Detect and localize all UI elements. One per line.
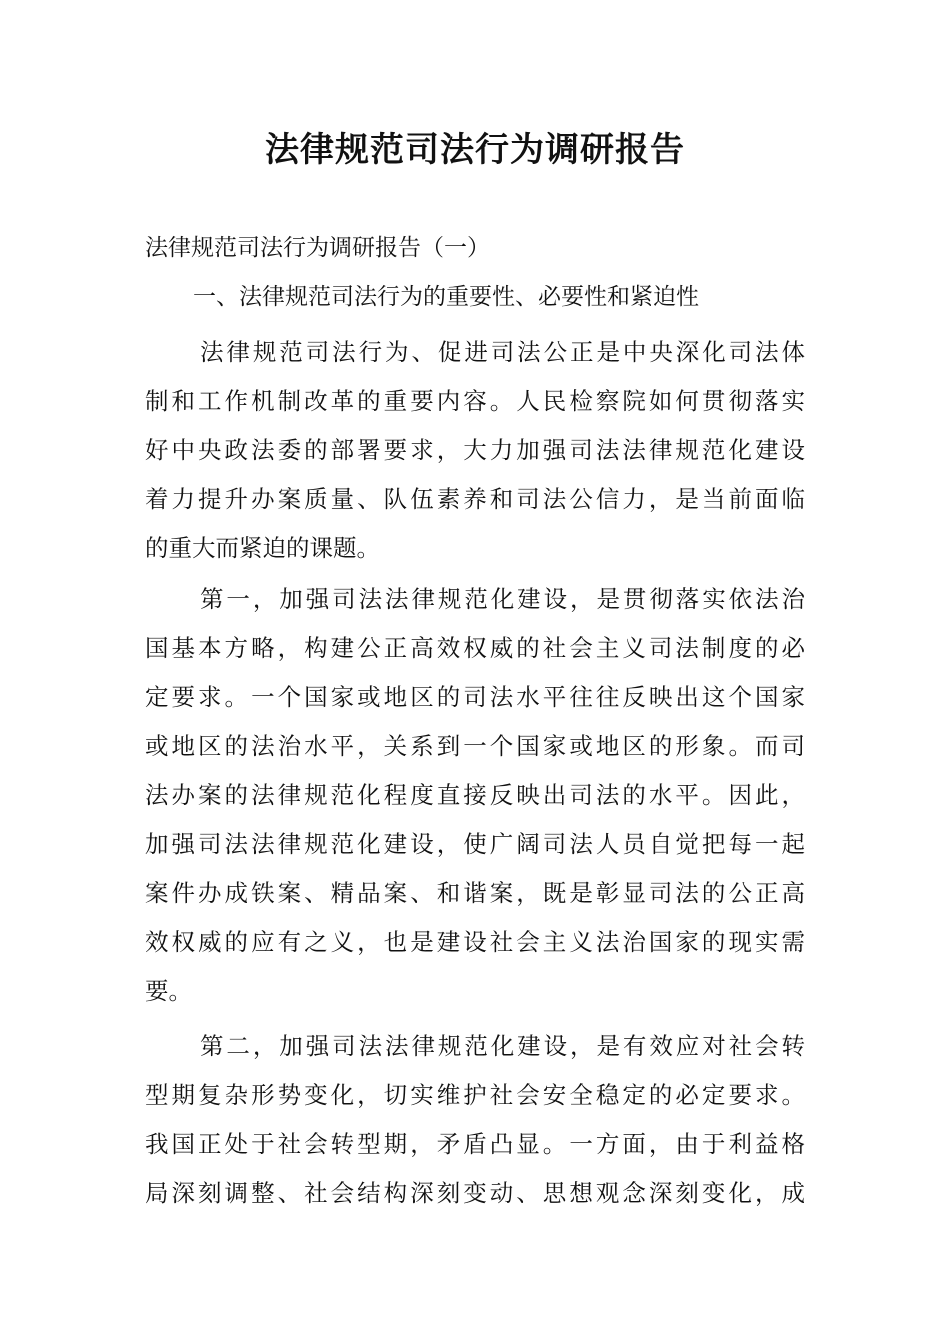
paragraph-line: 我国正处于社会转型期，矛盾凸显。一方面，由于利益格 bbox=[145, 1130, 805, 1158]
paragraph-line: 的重大而紧迫的课题。 bbox=[145, 534, 380, 562]
paragraph-2 bbox=[145, 575, 805, 1016]
paragraph-line: 案件办成铁案、精品案、和谐案，既是彰显司法的公正高 bbox=[145, 879, 805, 907]
paragraph-line: 效权威的应有之义，也是建设社会主义法治国家的现实需 bbox=[145, 928, 805, 956]
paragraph-line: 法办案的法律规范化程度直接反映出司法的水平。因此， bbox=[145, 781, 805, 809]
paragraph-line: 局深刻调整、社会结构深刻变动、思想观念深刻变化，成 bbox=[145, 1179, 805, 1207]
paragraph-line: 国基本方略，构建公正高效权威的社会主义司法制度的必 bbox=[145, 634, 805, 662]
paragraph-line: 好中央政法委的部署要求，大力加强司法法律规范化建设 bbox=[145, 436, 805, 464]
document-title: 法律规范司法行为调研报告 bbox=[265, 130, 685, 170]
paragraph-line: 制和工作机制改革的重要内容。人民检察院如何贯彻落实 bbox=[145, 387, 805, 415]
paragraph-line: 加强司法法律规范化建设，使广阔司法人员自觉把每一起 bbox=[145, 830, 805, 858]
paragraph-line: 型期复杂形势变化，切实维护社会安全稳定的必定要求。 bbox=[145, 1081, 805, 1109]
paragraph-line: 第二，加强司法法律规范化建设，是有效应对社会转 bbox=[200, 1032, 805, 1060]
paragraph-line: 定要求。一个国家或地区的司法水平往往反映出这个国家 bbox=[145, 683, 805, 711]
paragraph-line: 要。 bbox=[145, 977, 192, 1005]
section-heading: 一、法律规范司法行为的重要性、必要性和紧迫性 bbox=[193, 284, 699, 310]
paragraph-1 bbox=[145, 328, 805, 573]
paragraph-line: 法律规范司法行为、促进司法公正是中央深化司法体 bbox=[200, 338, 805, 366]
paragraph-line: 第一，加强司法法律规范化建设，是贯彻落实依法治 bbox=[200, 585, 805, 613]
paragraph-line: 着力提升办案质量、队伍素养和司法公信力，是当前面临 bbox=[145, 485, 805, 513]
paragraph-3 bbox=[145, 1022, 805, 1218]
report-subtitle: 法律规范司法行为调研报告（一） bbox=[145, 235, 490, 261]
paragraph-line: 或地区的法治水平，关系到一个国家或地区的形象。而司 bbox=[145, 732, 805, 760]
